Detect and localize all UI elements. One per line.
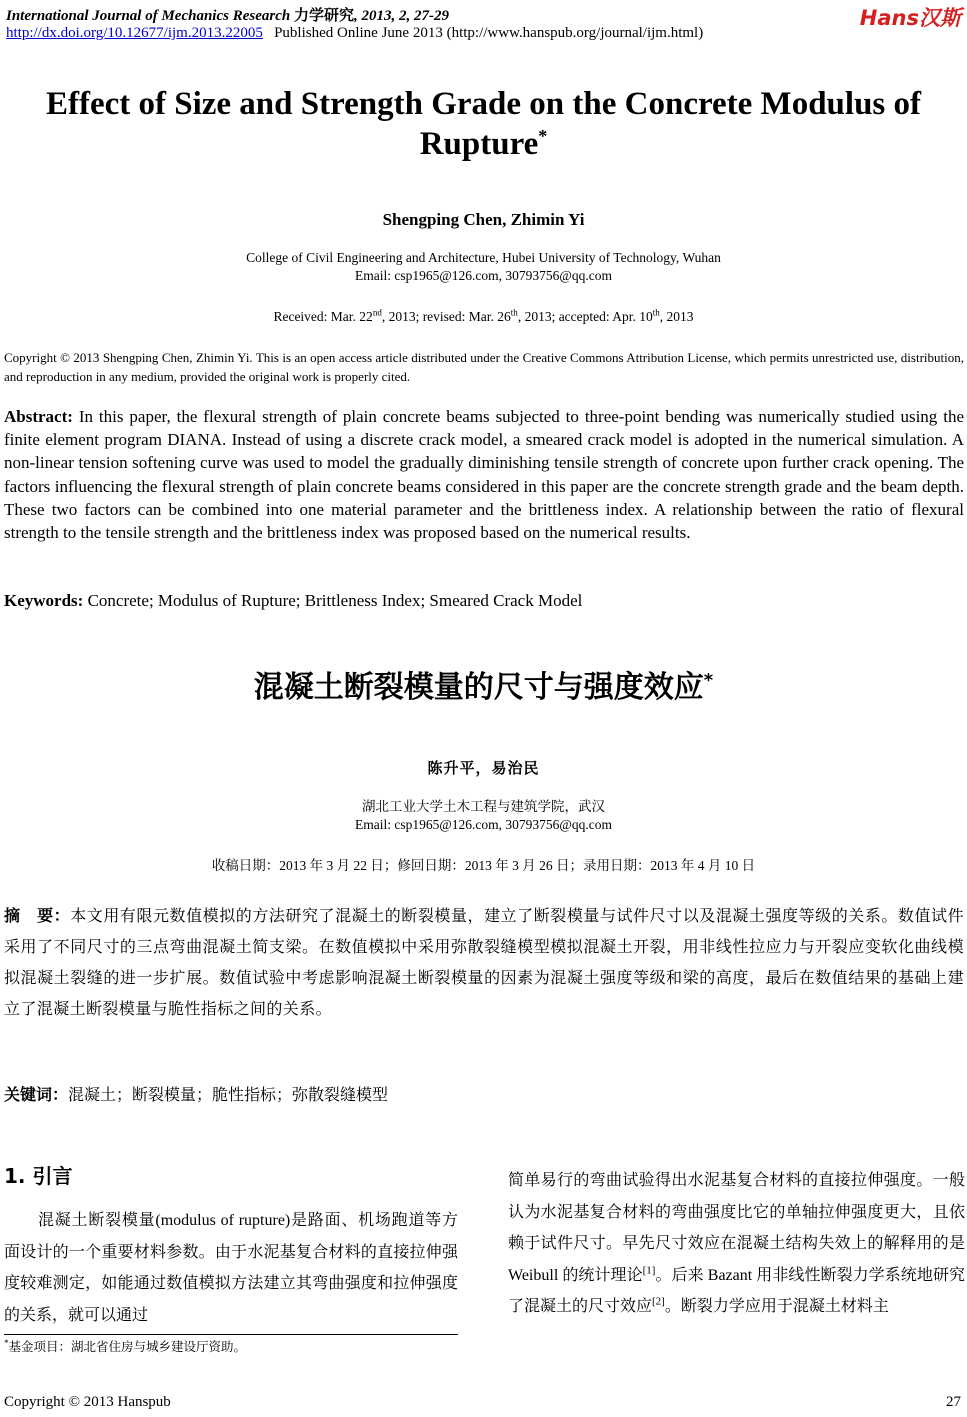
footnote-divider [4, 1334, 458, 1335]
authors-en: Shengping Chen, Zhimin Yi [382, 210, 585, 229]
right-text-part2: 。后来 Bazant 用非线性断裂力学系统地研究了混凝土的尺寸效应 [508, 1266, 965, 1315]
revised-sup: th [510, 307, 518, 318]
publication-info [6, 25, 703, 42]
paper-title-cn [0, 662, 967, 706]
keywords-text: Concrete; Modulus of Rupture; Brittleness Index; Smeared Crack Model [87, 591, 583, 610]
citation-2[interactable]: [2] [652, 1295, 665, 1308]
abstract-cn [4, 900, 964, 1025]
footnote-mark: * [4, 1337, 9, 1348]
footnote [4, 1337, 246, 1355]
abstract-text: In this paper, the flexural strength of plain concrete beams subjected to three-point bending was numerically studied using the finite element program DIANA. Instead of using a discrete crack model, a smeared crack model is adopted in the numerical simulation. A non-linear tension softening curve was used to model the gradually diminishing tensile strength of concrete upon further crack opening. The factors influencing the flexural strength of plain concrete beams considered in this paper are the concrete strength grade and the beam depth. These two factors can be combined into one material parameter and the brittleness index. A relationship between the ratio of flexural strength to the tensile strength and the brittleness index was proposed based on the numerical results. [4, 407, 964, 543]
affiliation-cn: 湖北工业大学土木工程与建筑学院，武汉 [362, 799, 605, 814]
journal-volume: , 2013, 2, 27-29 [353, 8, 449, 24]
email-cn: Email: csp1965@126.com, 30793756@qq.com [355, 817, 612, 832]
keywords-cn [4, 1082, 388, 1105]
abstract-cn-text: 本文用有限元数值模拟的方法研究了混凝土的断裂模量，建立了断裂模量与试件尺寸以及混凝土强度等级的关系。数值试件采用了不同尺寸的三点弯曲混凝土简支梁。在数值模拟中采用弥散裂缝模型模拟混凝土开裂，用非线性拉应力与开裂应变软化曲线模拟混凝土裂缝的进一步扩展。数值试验中考虑影响混凝土断裂模量的因素为混凝土强度等级和梁的高度，最后在数值结果的基础上建立了混凝土断裂模量与脆性指标之间的关系。 [4, 908, 964, 1018]
dates-tail: , 2013 [659, 309, 694, 324]
dates-en [0, 308, 967, 326]
section-heading: 1. 引言 [4, 1164, 73, 1188]
citation-1[interactable]: [1] [642, 1264, 656, 1277]
right-text-part1: 简单易行的弯曲试验得出水泥基复合材料的直接拉伸强度。一般认为水泥基复合材料的弯曲强度比它的单轴拉伸强度更大，且依赖于试件尺寸。早先尺寸效应在混凝土结构失效上的解释用的是 Weibull 的统计理论 [508, 1172, 965, 1284]
revised-date: , 2013; revised: Mar. 26 [381, 309, 511, 324]
hans-logo: Hans汉斯 [859, 6, 961, 30]
paper-title-en [0, 84, 967, 164]
title-en-text: Effect of Size and Strength Grade on the Concrete Modulus of Rupture [45, 86, 922, 162]
keywords-cn-text: 混凝土；断裂模量；脆性指标；弥散裂缝模型 [68, 1087, 389, 1104]
footer-copyright: Copyright © 2013 Hanspub [4, 1394, 171, 1410]
received-date: Received: Mar. 22 [273, 309, 373, 324]
dates-cn: 收稿日期：2013 年 3 月 22 日；修回日期：2013 年 3 月 26 日；录用日期：2013 年 4 月 10 日 [211, 858, 756, 873]
affiliation-en: College of Civil Engineering and Architecture, Hubei University of Technology, Wuhan [246, 250, 721, 265]
keywords-label: Keywords: [4, 591, 84, 610]
abstract-cn-label: 摘 要： [4, 906, 71, 925]
authors-cn: 陈升平，易治民 [427, 759, 540, 777]
published-online: Published Online June 2013 (http://www.hanspub.org/journal/ijm.html) [274, 25, 704, 41]
right-text-part3: 。断裂力学应用于混凝土材料主 [664, 1298, 889, 1315]
keywords-en [4, 591, 582, 611]
journal-name: International Journal of Mechanics Research [6, 8, 291, 24]
received-sup: nd [372, 307, 382, 318]
title-cn-text: 混凝土断裂模量的尺寸与强度效应 [253, 670, 704, 705]
abstract-en [4, 405, 964, 544]
title-en-mark: * [538, 126, 548, 146]
title-cn-mark: * [703, 670, 714, 691]
journal-name-cn: 力学研究 [293, 8, 354, 24]
email-en: Email: csp1965@126.com, 30793756@qq.com [355, 268, 612, 283]
keywords-cn-label: 关键词： [4, 1085, 69, 1104]
accepted-sup: th [652, 307, 660, 318]
journal-header [6, 4, 449, 25]
accepted-date: , 2013; accepted: Apr. 10 [517, 309, 653, 324]
page-number: 27 [946, 1394, 961, 1410]
copyright-notice: Copyright © 2013 Shengping Chen, Zhimin Yi. This is an open access article distributed under the Creative Commons Attribution License, which permits unrestricted use, distribution, and reproduction in any medium, provided the original work is properly cited. [4, 350, 964, 384]
body-left-column: 混凝土断裂模量(modulus of rupture)是路面、机场跑道等方面设计的一个重要材料参数。由于水泥基复合材料的直接拉伸强度较难测定，如能通过数值模拟方法建立其弯曲强度和拉伸强度的关系，就可以通过 [4, 1212, 458, 1324]
doi-link[interactable]: http://dx.doi.org/10.12677/ijm.2013.22005 [6, 25, 263, 41]
footnote-text: 基金项目：湖北省住房与城乡建设厅资助。 [8, 1340, 247, 1354]
abstract-label: Abstract: [4, 407, 73, 426]
body-right-column [508, 1165, 965, 1323]
